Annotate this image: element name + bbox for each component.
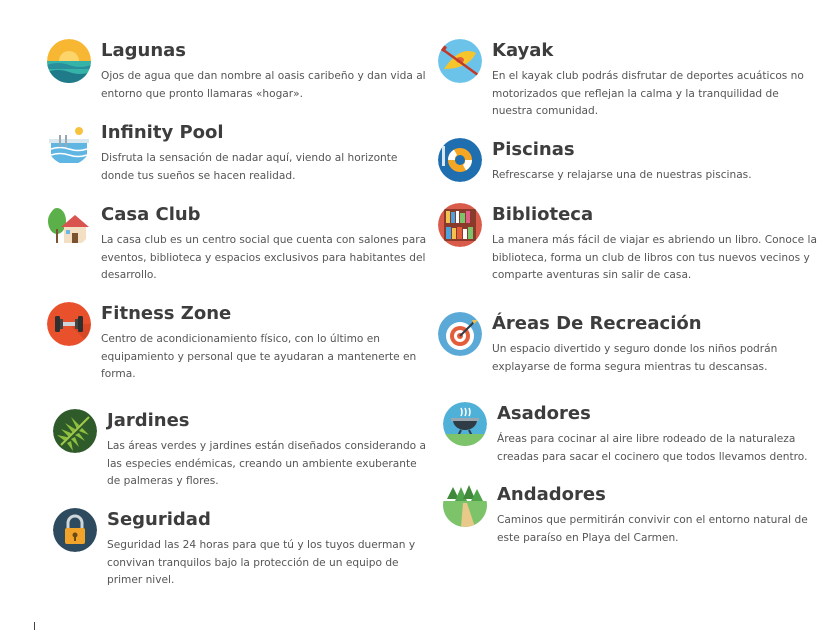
amenity-description: Seguridad las 24 horas para que tú y los tuyos duerman y convivan tranquilos bajo la protección de un equipo de primer nivel. <box>107 539 416 586</box>
amenity-title: Andadores <box>497 484 606 505</box>
amenity-description: Refrescarse y relajarse una de nuestras piscinas. <box>492 169 752 181</box>
dumbbell-icon <box>47 302 91 346</box>
amenity-description: Áreas para cocinar al aire libre rodeado de la naturaleza creadas para sacar el cocinero que todos llevamos dentro. <box>497 433 808 463</box>
amenity-infinity-pool <box>47 122 397 185</box>
amenity-title: Fitness Zone <box>101 303 232 324</box>
amenity-description: Las áreas verdes y jardines están diseñados considerando a las especies endémicas, creando un ambiente exuberante de palmeras y flores. <box>107 440 427 487</box>
amenity-andadores <box>443 484 808 547</box>
amenity-title: Lagunas <box>101 40 186 61</box>
amenity-areas-de-recreacion <box>438 313 777 376</box>
amenity-title: Asadores <box>497 403 591 424</box>
amenity-title: Jardines <box>107 410 190 431</box>
amenity-description: La manera más fácil de viajar es abriendo un libro. Conoce la biblioteca, forma un club de libros con tus nuevos vecinos y comparte aventuras sin salir de casa. <box>492 234 817 281</box>
palm-leaf-icon <box>53 409 97 453</box>
amenity-description: Caminos que permitirán convivir con el entorno natural de este paraíso en Playa del Carmen. <box>497 514 808 544</box>
padlock-icon <box>53 508 97 552</box>
amenity-description: En el kayak club podrás disfrutar de deportes acuáticos no motorizados que reflejan la calma y la tranquilidad de nuestra comunidad. <box>492 70 804 117</box>
forest-path-icon <box>443 483 487 527</box>
amenity-description: Disfruta la sensación de nadar aquí, viendo al horizonte donde tus sueños se hacen realidad. <box>101 152 398 182</box>
infinity-pool-icon <box>47 121 91 165</box>
grill-icon <box>443 402 487 446</box>
amenity-title: Áreas De Recreación <box>492 313 702 334</box>
bookshelf-icon <box>438 203 482 247</box>
text-cursor <box>34 622 35 630</box>
swim-ring-icon <box>438 138 482 182</box>
lagoon-sunset-icon <box>47 39 91 83</box>
amenity-description: La casa club es un centro social que cuenta con salones para eventos, biblioteca y espacios exclusivos para habitantes del desarrollo. <box>101 234 427 281</box>
kayak-icon <box>438 39 482 83</box>
amenity-piscinas <box>438 139 752 185</box>
amenity-description: Un espacio divertido y seguro donde los niños podrán explayarse de forma segura mientras tu descansas. <box>492 343 778 373</box>
amenity-lagunas <box>47 40 426 103</box>
amenity-description: Ojos de agua que dan nombre al oasis caribeño y dan vida al entorno que pronto llamaras «hogar». <box>101 70 426 100</box>
club-house-icon <box>47 203 91 247</box>
amenity-title: Casa Club <box>101 204 201 225</box>
amenity-description: Centro de acondicionamiento físico, con lo último en equipamiento y personal que te ayudaran a mantenerte en forma. <box>101 333 417 380</box>
amenity-casa-club <box>47 204 426 285</box>
amenity-jardines <box>53 410 426 491</box>
amenity-title: Kayak <box>492 40 554 61</box>
amenity-title: Biblioteca <box>492 204 594 225</box>
amenity-asadores <box>443 403 807 466</box>
amenity-biblioteca <box>438 204 817 285</box>
amenity-seguridad <box>53 509 415 590</box>
target-dart-icon <box>438 312 482 356</box>
amenity-fitness-zone <box>47 303 416 384</box>
amenity-title: Infinity Pool <box>101 122 224 143</box>
amenity-title: Piscinas <box>492 139 575 160</box>
amenity-kayak <box>438 40 804 121</box>
amenity-title: Seguridad <box>107 509 211 530</box>
